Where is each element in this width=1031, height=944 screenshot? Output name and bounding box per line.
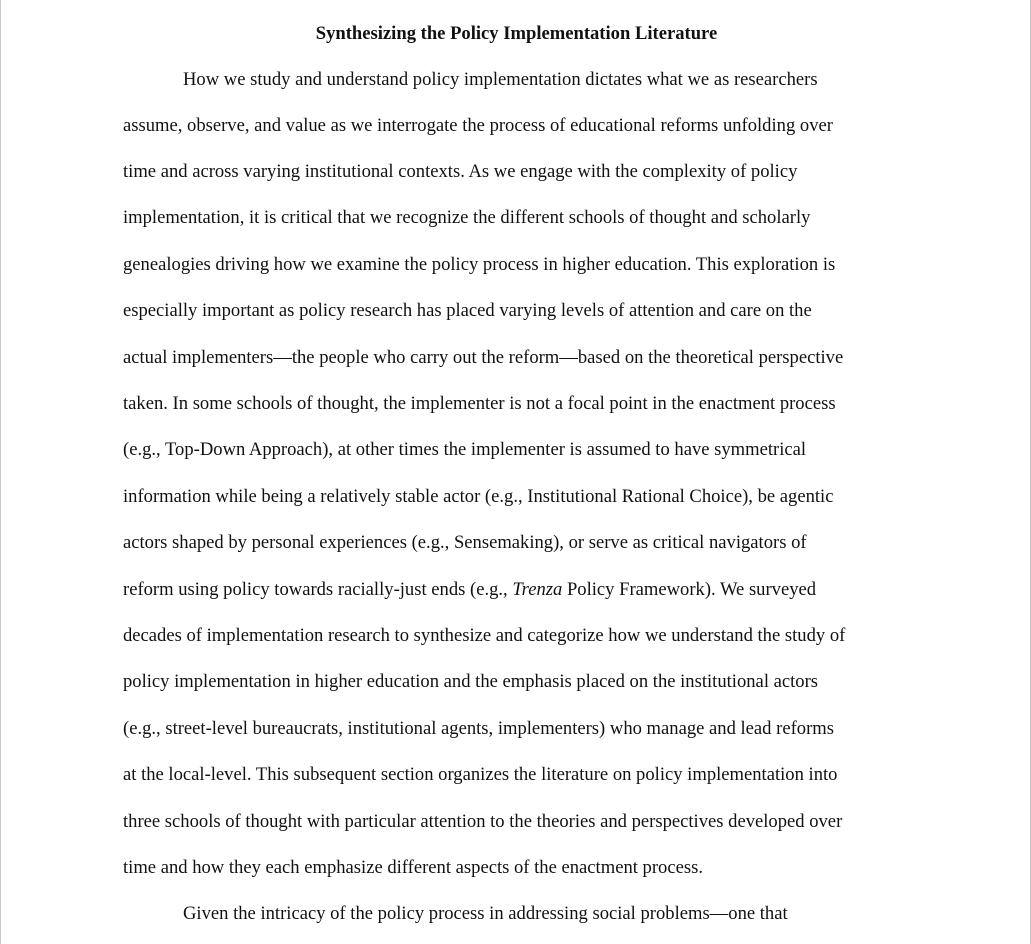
text-line-with-italic xyxy=(123,578,816,602)
text-line: at the local-level. This subsequent section organizes the literature on policy implementation into xyxy=(123,764,838,785)
section-heading: Synthesizing the Policy Implementation Literature xyxy=(315,23,718,44)
italic-term: Trenza xyxy=(512,579,563,600)
text-line: time and how they each emphasize different aspects of the enactment process. xyxy=(123,857,703,878)
text-line: Given the intricacy of the policy process in addressing social problems—one that xyxy=(183,903,788,924)
text-line: policy implementation in higher education and the emphasis placed on the institutional actors xyxy=(123,671,819,692)
text-line: actors shaped by personal experiences (e.g., Sensemaking), or serve as critical navigators of xyxy=(123,532,807,553)
text-line: especially important as policy research has placed varying levels of attention and care on the xyxy=(123,300,812,321)
text-line: How we study and understand policy implementation dictates what we as researchers xyxy=(183,69,818,90)
text-segment: Policy Framework). We surveyed xyxy=(562,579,817,600)
text-line: decades of implementation research to synthesize and categorize how we understand the study of xyxy=(123,625,846,646)
text-line: (e.g., Top-Down Approach), at other times the implementer is assumed to have symmetrical xyxy=(123,439,807,460)
text-line: three schools of thought with particular attention to the theories and perspectives developed over xyxy=(123,811,843,832)
text-line: implementation, it is critical that we recognize the different schools of thought and scholarly xyxy=(123,207,811,228)
text-segment: reform using policy towards racially-just ends (e.g., xyxy=(123,579,513,600)
text-line: information while being a relatively stable actor (e.g., Institutional Rational Choice), be agentic xyxy=(123,486,834,507)
text-line: time and across varying institutional contexts. As we engage with the complexity of policy xyxy=(123,161,798,182)
text-line: assume, observe, and value as we interrogate the process of educational reforms unfolding over xyxy=(123,115,833,136)
text-line: (e.g., street-level bureaucrats, institutional agents, implementers) who manage and lead reforms xyxy=(123,718,834,739)
text-line: actual implementers—the people who carry out the reform—based on the theoretical perspective xyxy=(123,347,844,368)
text-line: genealogies driving how we examine the policy process in higher education. This exploration is xyxy=(123,254,836,275)
text-line: taken. In some schools of thought, the implementer is not a focal point in the enactment process xyxy=(123,393,836,414)
